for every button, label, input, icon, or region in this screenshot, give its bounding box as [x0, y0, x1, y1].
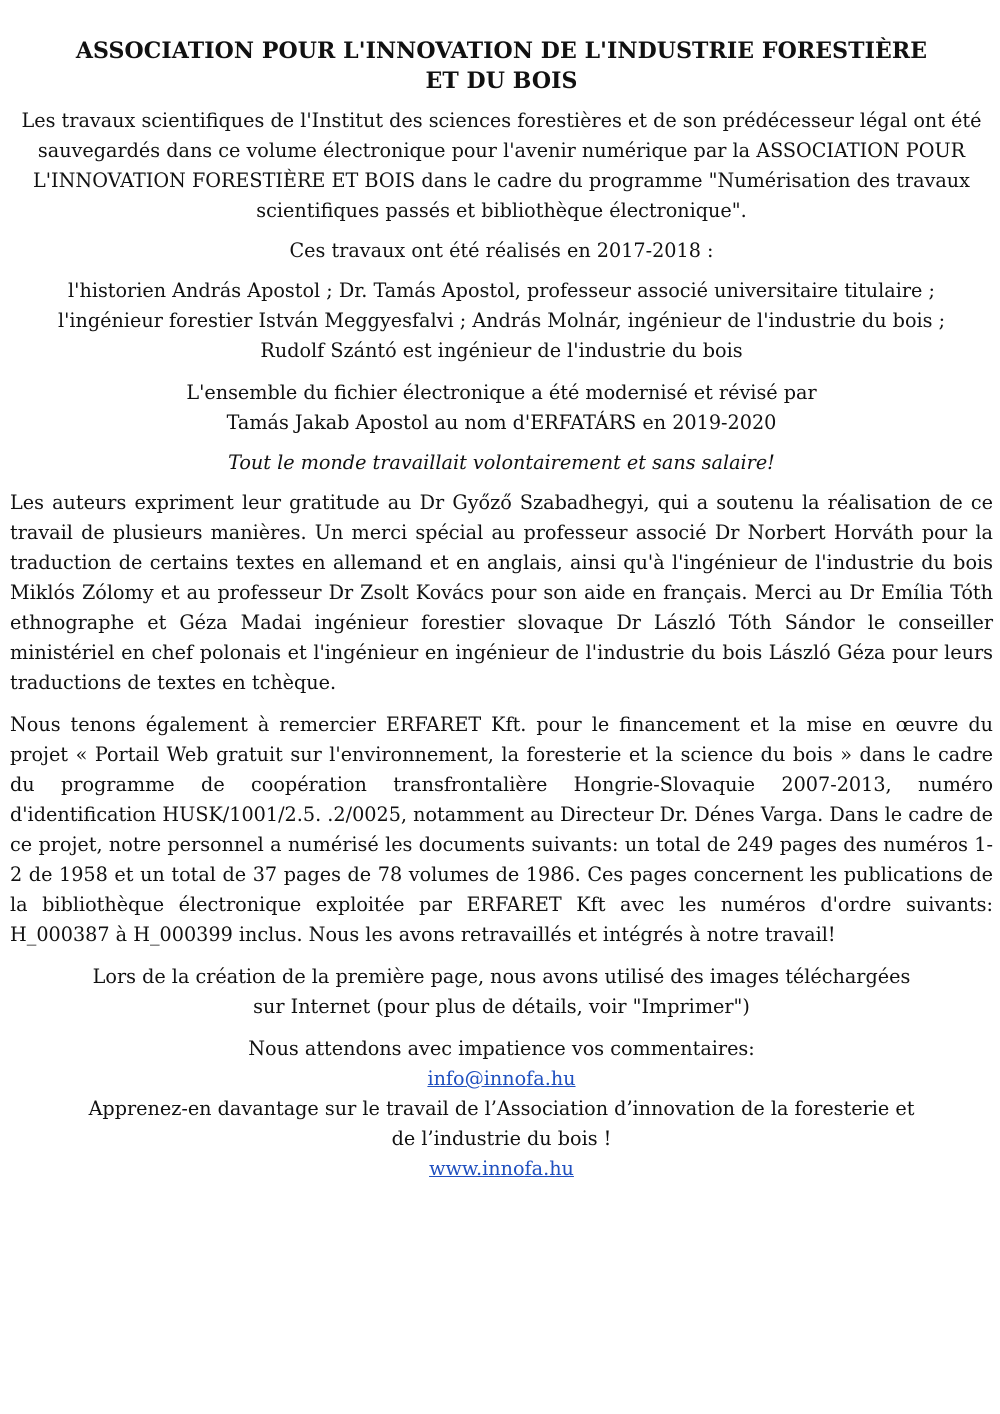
website-link[interactable]: www.innofa.hu [429, 1157, 574, 1180]
learn-more-line-2: de l’industrie du bois ! [391, 1127, 612, 1150]
revised-paragraph [10, 378, 993, 438]
revised-line-1: L'ensemble du fichier électronique a été modernisé et révisé par [186, 381, 817, 404]
contributors-paragraph: l'historien András Apostol ; Dr. Tamás Apostol, professeur associé universitaire titulaire ; l'ingénieur forestier István Meggyesfalvi ; András Molnár, ingénieur de l'industrie du bois ; Rudolf Szántó est ingénieur de l'industrie du bois [57, 279, 946, 362]
page-title [10, 36, 993, 96]
intro-paragraph: Les travaux scientifiques de l'Institut des sciences forestières et de son prédécesseur légal ont été sauvegardés dans ce volume électronique pour l'avenir numérique par la ASSOCIATION POUR L'INNOVATION FORESTIÈRE ET BOIS dans le cadre du programme "Numérisation des travaux scientifiques passés et bibliothèque électronique". [21, 109, 982, 222]
email-link[interactable]: info@innofa.hu [427, 1067, 576, 1090]
gratitude-paragraph: Les auteurs expriment leur gratitude au Dr Győző Szabadhegyi, qui a soutenu la réalisation de ce travail de plusieurs manières. Un merci spécial au professeur associé Dr Norbert Horváth pour la traduction de certains textes en allemand et en anglais, ainsi qu'à l'ingénieur de l'industrie du bois Miklós Zólomy et au professeur Dr Zsolt Kovács pour son aide en français. Merci au Dr Emília Tóth ethnographe et Géza Madai ingénieur forestier slovaque Dr László Tóth Sándor le conseiller ministériel en chef polonais et l'ingénieur en ingénieur de l'industrie du bois László Géza pour leurs traductions de textes en tchèque. [10, 491, 993, 694]
page-title-line-2: ET DU BOIS [425, 68, 578, 94]
images-note-paragraph [10, 962, 993, 1022]
learn-more-line-1: Apprenez-en davantage sur le travail de l’Association d’innovation de la foresterie et [88, 1097, 915, 1120]
comments-line: Nous attendons avec impatience vos commentaires: [248, 1037, 755, 1060]
contact-block [10, 1034, 993, 1184]
page-title-line-1: ASSOCIATION POUR L'INNOVATION DE L'INDUSTRIE FORESTIÈRE [75, 38, 928, 64]
erfaret-paragraph: Nous tenons également à remercier ERFARET Kft. pour le financement et la mise en œuvre du projet « Portail Web gratuit sur l'environnement, la foresterie et la science du bois » dans le cadre du programme de coopération transfrontalière Hongrie-Slovaquie 2007-2013, numéro d'identification HUSK/1001/2.5. .2/0025, notamment au Directeur Dr. Dénes Varga. Dans le cadre de ce projet, notre personnel a numérisé les documents suivants: un total de 249 pages des numéros 1-2 de 1958 et un total de 37 pages de 78 volumes de 1986. Ces pages concernent les publications de la bibliothèque électronique exploitée par ERFARET Kft avec les numéros d'ordre suivants: H_000387 à H_000399 inclus. Nous les avons retravaillés et intégrés à notre travail! [10, 713, 993, 946]
images-note-line-2: sur Internet (pour plus de détails, voir "Imprimer") [253, 995, 750, 1018]
realised-paragraph: Ces travaux ont été réalisés en 2017-2018 : [289, 239, 714, 262]
images-note-line-1: Lors de la création de la première page, nous avons utilisé des images téléchargées [92, 965, 911, 988]
volunteer-note: Tout le monde travaillait volontairement et sans salaire! [228, 451, 775, 474]
document-page [10, 36, 993, 1184]
revised-line-2: Tamás Jakab Apostol au nom d'ERFATÁRS en 2019-2020 [226, 411, 777, 434]
